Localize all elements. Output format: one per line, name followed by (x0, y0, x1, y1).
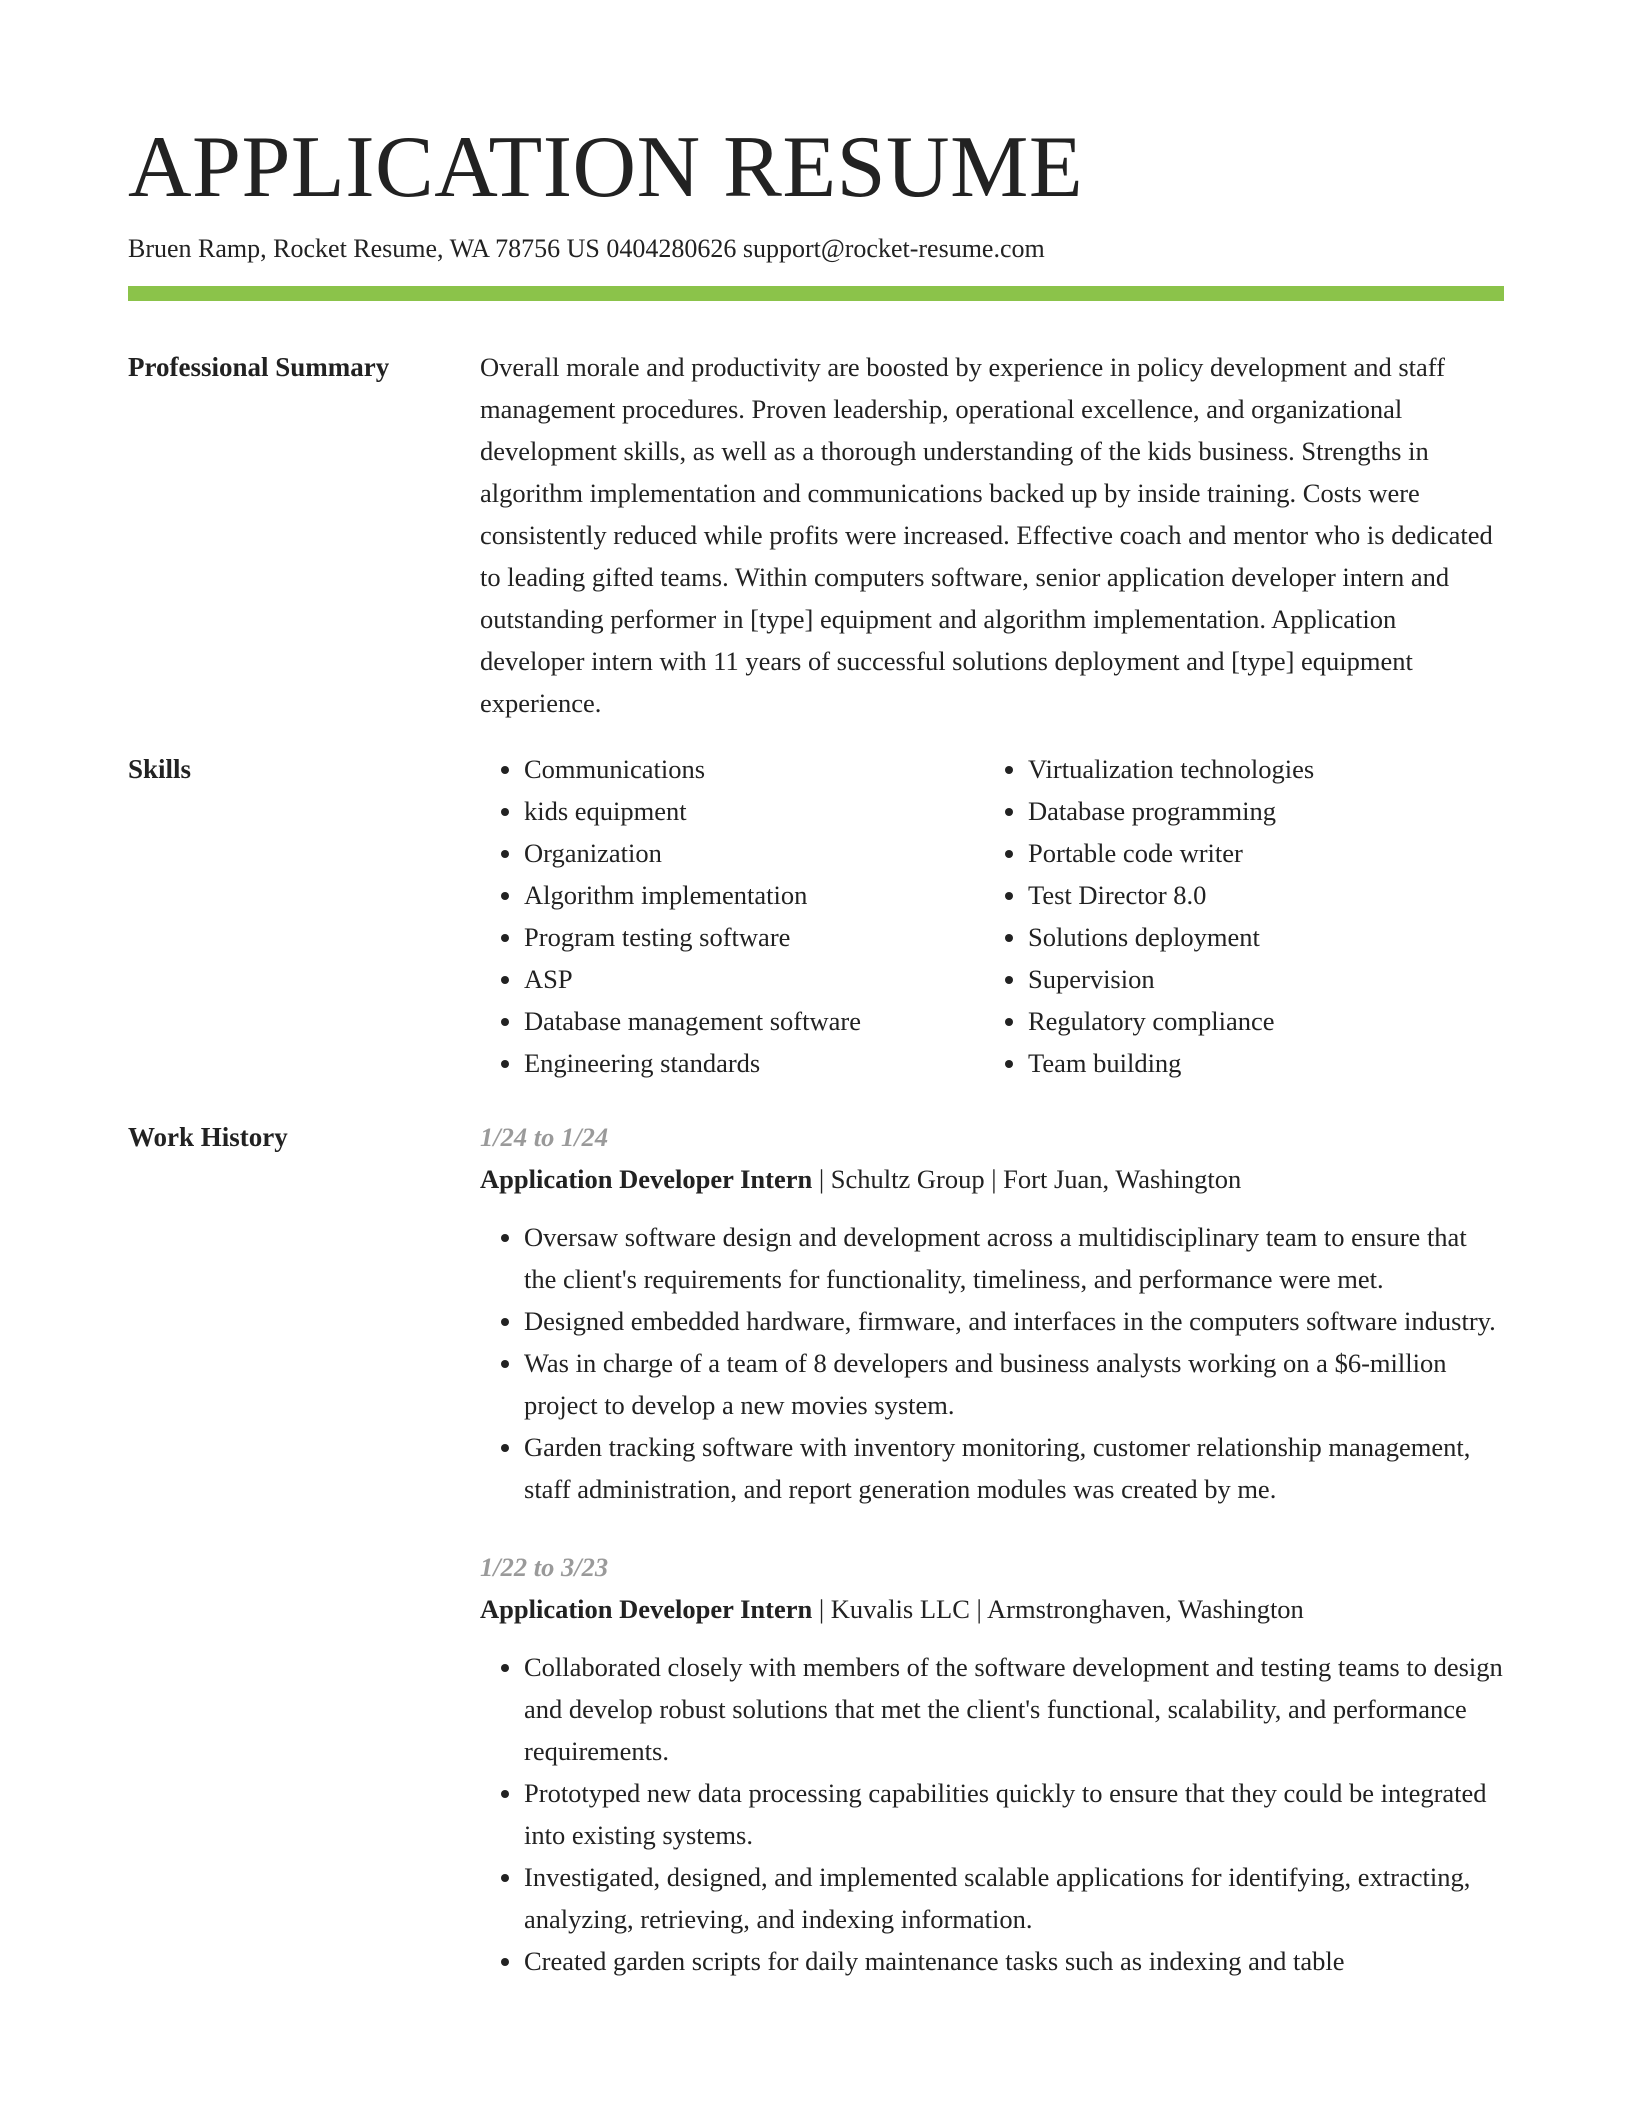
accent-divider (128, 286, 1504, 301)
job-bullet-list (480, 1646, 1504, 1982)
skill-item: • Organization (524, 832, 984, 874)
skill-item: • Virtualization technologies (1028, 748, 1488, 790)
skill-item: • Supervision (1028, 958, 1488, 1000)
job-bullet: • Was in charge of a team of 8 developers and business analysts working on a $6-million project to develop a new movies system. (524, 1342, 1504, 1426)
job-dates: 1/22 to 3/23 (480, 1552, 609, 1582)
job-bullet: • Created garden scripts for daily maintenance tasks such as indexing and table (524, 1940, 1504, 1982)
job-bullet: • Prototyped new data processing capabilities quickly to ensure that they could be integrated into existing systems. (524, 1772, 1504, 1856)
job-bullet-list (480, 1216, 1504, 1510)
section-heading-skills: Skills (128, 754, 192, 784)
contact-line: Bruen Ramp, Rocket Resume, WA 78756 US 0404280626 support@rocket-resume.com (128, 234, 1045, 263)
summary-body (480, 346, 1504, 724)
skill-item: • Regulatory compliance (1028, 1000, 1488, 1042)
skill-item: • Solutions deployment (1028, 916, 1488, 958)
job-entry (480, 1546, 1504, 1982)
skill-item: • Team building (1028, 1042, 1488, 1084)
job-bullet: • Investigated, designed, and implemented scalable applications for identifying, extracting, analyzing, retrieving, and indexing information. (524, 1856, 1504, 1940)
skills-columns (480, 748, 1504, 1084)
job-bullet: • Collaborated closely with members of the software development and testing teams to design and develop robust solutions that met the client's functional, scalability, and performance requirements. (524, 1646, 1504, 1772)
skill-item: • ASP (524, 958, 984, 1000)
work-history-body (480, 1116, 1504, 1982)
job-title: Application Developer Intern (480, 1594, 813, 1624)
job-bullet: • Oversaw software design and development across a multidisciplinary team to ensure that the client's requirements for functionality, timeliness, and performance were met. (524, 1216, 1504, 1300)
skills-list-right (984, 748, 1488, 1084)
section-heading-work-history: Work History (128, 1122, 288, 1152)
skill-item: • Program testing software (524, 916, 984, 958)
job-bullet: • Garden tracking software with inventory monitoring, customer relationship management, staff administration, and report generation modules was created by me. (524, 1426, 1504, 1510)
skill-item: • Database management software (524, 1000, 984, 1042)
skill-item: • Algorithm implementation (524, 874, 984, 916)
resume-title: APPLICATION RESUME (128, 119, 1084, 216)
job-details: | Schultz Group | Fort Juan, Washington (812, 1164, 1242, 1194)
job-title-line (480, 1158, 1504, 1200)
skills-body (480, 748, 1504, 1084)
skill-item: • Engineering standards (524, 1042, 984, 1084)
skill-item: • kids equipment (524, 790, 984, 832)
skills-list-left (480, 748, 984, 1084)
job-details: | Kuvalis LLC | Armstronghaven, Washington (812, 1594, 1304, 1624)
skill-item: • Communications (524, 748, 984, 790)
skill-item: • Portable code writer (1028, 832, 1488, 874)
job-bullet: • Designed embedded hardware, firmware, and interfaces in the computers software industry. (524, 1300, 1504, 1342)
section-heading-summary: Professional Summary (128, 352, 390, 382)
summary-text: Overall morale and productivity are boosted by experience in policy development and staff management procedures. Proven leadership, operational excellence, and organizational development skills, as well as a thorough understanding of the kids business. Strengths in algorithm implementation and communications backed up by inside training. Costs were consistently reduced while profits were increased. Effective coach and mentor who is dedicated to leading gifted teams. Within computers software, senior application developer intern and outstanding performer in [type] equipment and algorithm implementation. Application developer intern with 11 years of successful solutions deployment and [type] equipment experience. (480, 352, 1493, 718)
job-title-line (480, 1588, 1504, 1630)
job-title: Application Developer Intern (480, 1164, 813, 1194)
skill-item: • Test Director 8.0 (1028, 874, 1488, 916)
job-entry (480, 1116, 1504, 1510)
skill-item: • Database programming (1028, 790, 1488, 832)
job-dates: 1/24 to 1/24 (480, 1122, 609, 1152)
